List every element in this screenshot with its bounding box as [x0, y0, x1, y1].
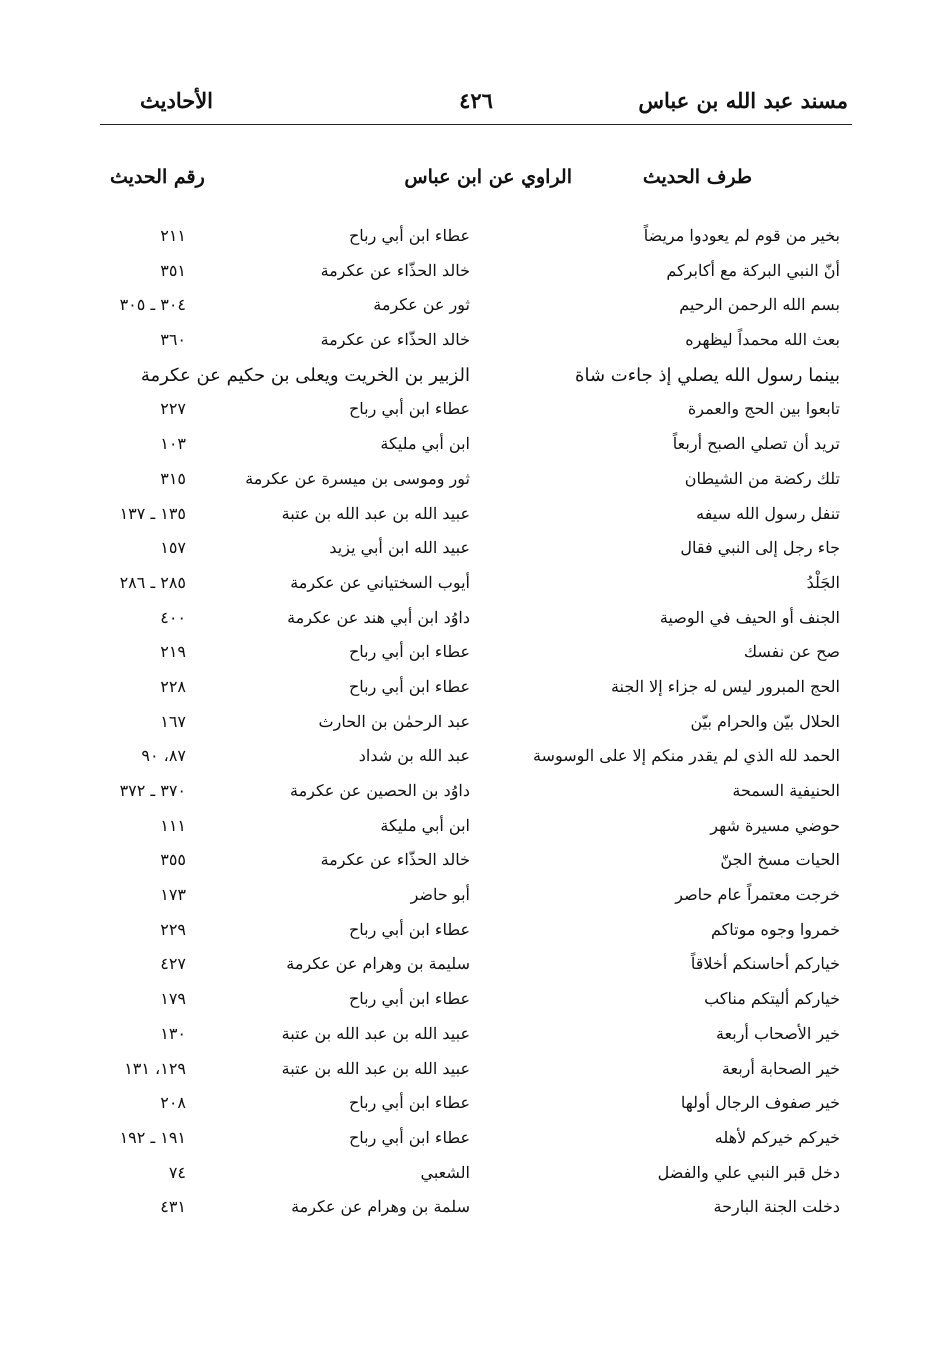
hadith-start: دخلت الجنة البارحة	[713, 1197, 840, 1217]
hadith-number: ٢٠٨	[160, 1093, 186, 1113]
table-row	[0, 567, 948, 602]
narrator: عطاء ابن أبي رباح	[348, 642, 470, 662]
table-row	[0, 844, 948, 879]
table-row	[0, 463, 948, 498]
narrator: ابن أبي مليكة	[380, 815, 470, 835]
hadith-start: خياركم أحاسنكم أخلاقاً	[690, 954, 840, 974]
hadith-number: ٤٢٧	[160, 954, 186, 974]
table-row	[0, 740, 948, 775]
hadith-number: ٣١٥	[160, 468, 186, 488]
table-row	[0, 289, 948, 324]
hadith-start: تابعوا بين الحج والعمرة	[687, 399, 840, 419]
table-row	[0, 1157, 948, 1192]
narrator: خالد الحذّاء عن عكرمة	[320, 850, 470, 870]
hadith-number: ٢٢٨	[160, 676, 186, 696]
narrator: ثور وموسى بن ميسرة عن عكرمة	[245, 468, 470, 488]
hadith-number: ٣٦٠	[160, 330, 186, 350]
narrator: عطاء ابن أبي رباح	[348, 919, 470, 939]
hadith-start: صح عن نفسك	[743, 642, 840, 662]
narrator: أبو حاضر	[410, 885, 470, 905]
hadith-start: دخل قبر النبي علي والفضل	[657, 1162, 840, 1182]
table-row	[0, 706, 948, 741]
hadith-start: الجنف أو الحيف في الوصية	[659, 607, 840, 627]
index-table	[0, 220, 948, 1226]
hadith-start: حوضي مسيرة شهر	[710, 815, 840, 835]
hadith-start: خرجت معتمراً عام حاصر	[675, 885, 840, 905]
hadith-start: أنّ النبي البركة مع أكابركم	[666, 260, 840, 280]
hadith-start: بعث الله محمداً ليظهره	[685, 330, 840, 350]
column-headers	[100, 164, 852, 204]
table-row	[0, 1018, 948, 1053]
narrator: الزبير بن الخريت ويعلى بن حكيم عن عكرمة	[140, 364, 470, 386]
narrator: الشعبي	[420, 1162, 470, 1182]
hadith-start: خمروا وجوه موتاكم	[710, 919, 840, 939]
hadith-start: خير الأصحاب أربعة	[715, 1023, 840, 1043]
hadith-number: ٣٠٤ ـ ٣٠٥	[119, 295, 186, 315]
narrator: سليمة بن وهرام عن عكرمة	[286, 954, 470, 974]
hadith-start: تلك ركضة من الشيطان	[684, 468, 840, 488]
narrator: عبيد الله بن عبد الله بن عتبة	[281, 1058, 470, 1078]
hadith-start: بينما رسول الله يصلي إذ جاءت شاة	[575, 364, 840, 386]
table-row	[0, 948, 948, 983]
narrator: سلمة بن وهرام عن عكرمة	[291, 1197, 470, 1217]
table-row	[0, 914, 948, 949]
table-row	[0, 393, 948, 428]
hadith-number: ١٣٠	[160, 1023, 186, 1043]
table-row	[0, 324, 948, 359]
table-row	[0, 255, 948, 290]
table-row	[0, 1191, 948, 1226]
hadith-number: ٣٥١	[160, 260, 186, 280]
hadith-number: ١٥٧	[160, 538, 186, 558]
narrator: داوُد بن الحصين عن عكرمة	[289, 781, 470, 800]
hadith-start: الحنيفية السمحة	[732, 781, 840, 800]
hadith-start: جاء رجل إلى النبي فقال	[680, 538, 840, 558]
narrator: عطاء ابن أبي رباح	[348, 399, 470, 419]
table-row	[0, 498, 948, 533]
narrator: خالد الحذّاء عن عكرمة	[320, 330, 470, 350]
hadith-start: بخير من قوم لم يعودوا مريضاً	[643, 226, 840, 245]
narrator: عطاء ابن أبي رباح	[348, 989, 470, 1009]
hadith-number: ٢٢٩	[160, 919, 186, 939]
table-row	[0, 532, 948, 567]
table-row	[0, 359, 948, 394]
hadith-number: ٤٣١	[160, 1197, 186, 1217]
hadith-number: ١٩١ ـ ١٩٢	[119, 1127, 186, 1147]
table-row	[0, 1053, 948, 1088]
hadith-number: ٤٠٠	[160, 607, 186, 627]
narrator: ابن أبي مليكة	[380, 434, 470, 454]
hadith-number: ١١١	[160, 815, 186, 835]
hadith-number: ١٧٣	[160, 885, 186, 905]
hadith-number: ٢١٩	[160, 642, 186, 662]
section-title: الأحاديث	[140, 88, 214, 113]
column-hadith-number: رقم الحديث	[110, 166, 205, 188]
table-row	[0, 636, 948, 671]
hadith-number: ٣٥٥	[160, 850, 186, 870]
hadith-start: تريد أن تصلي الصبح أربعاً	[672, 434, 840, 454]
hadith-number: ٢٢٧	[160, 399, 186, 419]
page-header	[100, 84, 852, 125]
narrator: عبيد الله ابن أبي يزيد	[329, 538, 470, 558]
column-narrator: الراوي عن ابن عباس	[404, 166, 572, 188]
table-row	[0, 602, 948, 637]
hadith-start: خيركم خيركم لأهله	[714, 1127, 840, 1147]
hadith-number: ١٧٩	[160, 989, 186, 1009]
hadith-number: ١٠٣	[160, 434, 186, 454]
hadith-number: ٨٧، ٩٠	[141, 746, 186, 766]
narrator: داوُد ابن أبي هند عن عكرمة	[287, 607, 470, 627]
book-title: مسند عبد الله بن عباس	[638, 88, 848, 113]
table-row	[0, 220, 948, 255]
table-row	[0, 983, 948, 1018]
hadith-start: الحلال بيّن والحرام بيّن	[690, 711, 840, 731]
narrator: عطاء ابن أبي رباح	[348, 1127, 470, 1147]
hadith-start: الحمد لله الذي لم يقدر منكم إلا على الوسوسة	[532, 746, 840, 766]
hadith-start: الحيات مسخ الجنّ	[720, 850, 840, 870]
table-row	[0, 775, 948, 810]
narrator: عبيد الله بن عبد الله بن عتبة	[281, 1023, 470, 1043]
hadith-number: ٢٨٥ ـ ٢٨٦	[119, 572, 186, 592]
page-number: ٤٢٦	[459, 88, 493, 113]
hadith-start: الحج المبرور ليس له جزاء إلا الجنة	[610, 676, 840, 696]
hadith-number: ١٢٩، ١٣١	[124, 1058, 186, 1078]
hadith-number: ١٦٧	[160, 711, 186, 731]
table-row	[0, 1122, 948, 1157]
hadith-start: خير الصحابة أربعة	[721, 1058, 840, 1078]
narrator: عبد الرحمٰن بن الحارث	[318, 711, 470, 731]
hadith-number: ١٣٥ ـ ١٣٧	[119, 503, 186, 523]
hadith-start: بسم الله الرحمن الرحيم	[679, 295, 840, 315]
table-row	[0, 671, 948, 706]
hadith-start: خير صفوف الرجال أولها	[680, 1093, 840, 1113]
narrator: عطاء ابن أبي رباح	[348, 1093, 470, 1113]
hadith-number: ٢١١	[160, 226, 186, 245]
table-row	[0, 1087, 948, 1122]
hadith-start: الجَلْدُ	[806, 572, 840, 592]
narrator: عبد الله بن شداد	[358, 746, 470, 766]
table-row	[0, 428, 948, 463]
narrator: عطاء ابن أبي رباح	[348, 676, 470, 696]
hadith-number: ٧٤	[168, 1162, 186, 1182]
column-hadith-start: طرف الحديث	[642, 166, 752, 188]
narrator: عطاء ابن أبي رباح	[348, 226, 470, 245]
narrator: خالد الحذّاء عن عكرمة	[320, 260, 470, 280]
narrator: أيوب السختياني عن عكرمة	[290, 572, 470, 592]
table-row	[0, 810, 948, 845]
table-row	[0, 879, 948, 914]
narrator: عبيد الله بن عبد الله بن عتبة	[281, 503, 470, 523]
hadith-start: تنفل رسول الله سيفه	[696, 503, 840, 523]
hadith-number: ٣٧٠ ـ ٣٧٢	[119, 781, 186, 800]
narrator: ثور عن عكرمة	[373, 295, 470, 315]
hadith-start: خياركم أليتكم مناكب	[704, 989, 840, 1009]
